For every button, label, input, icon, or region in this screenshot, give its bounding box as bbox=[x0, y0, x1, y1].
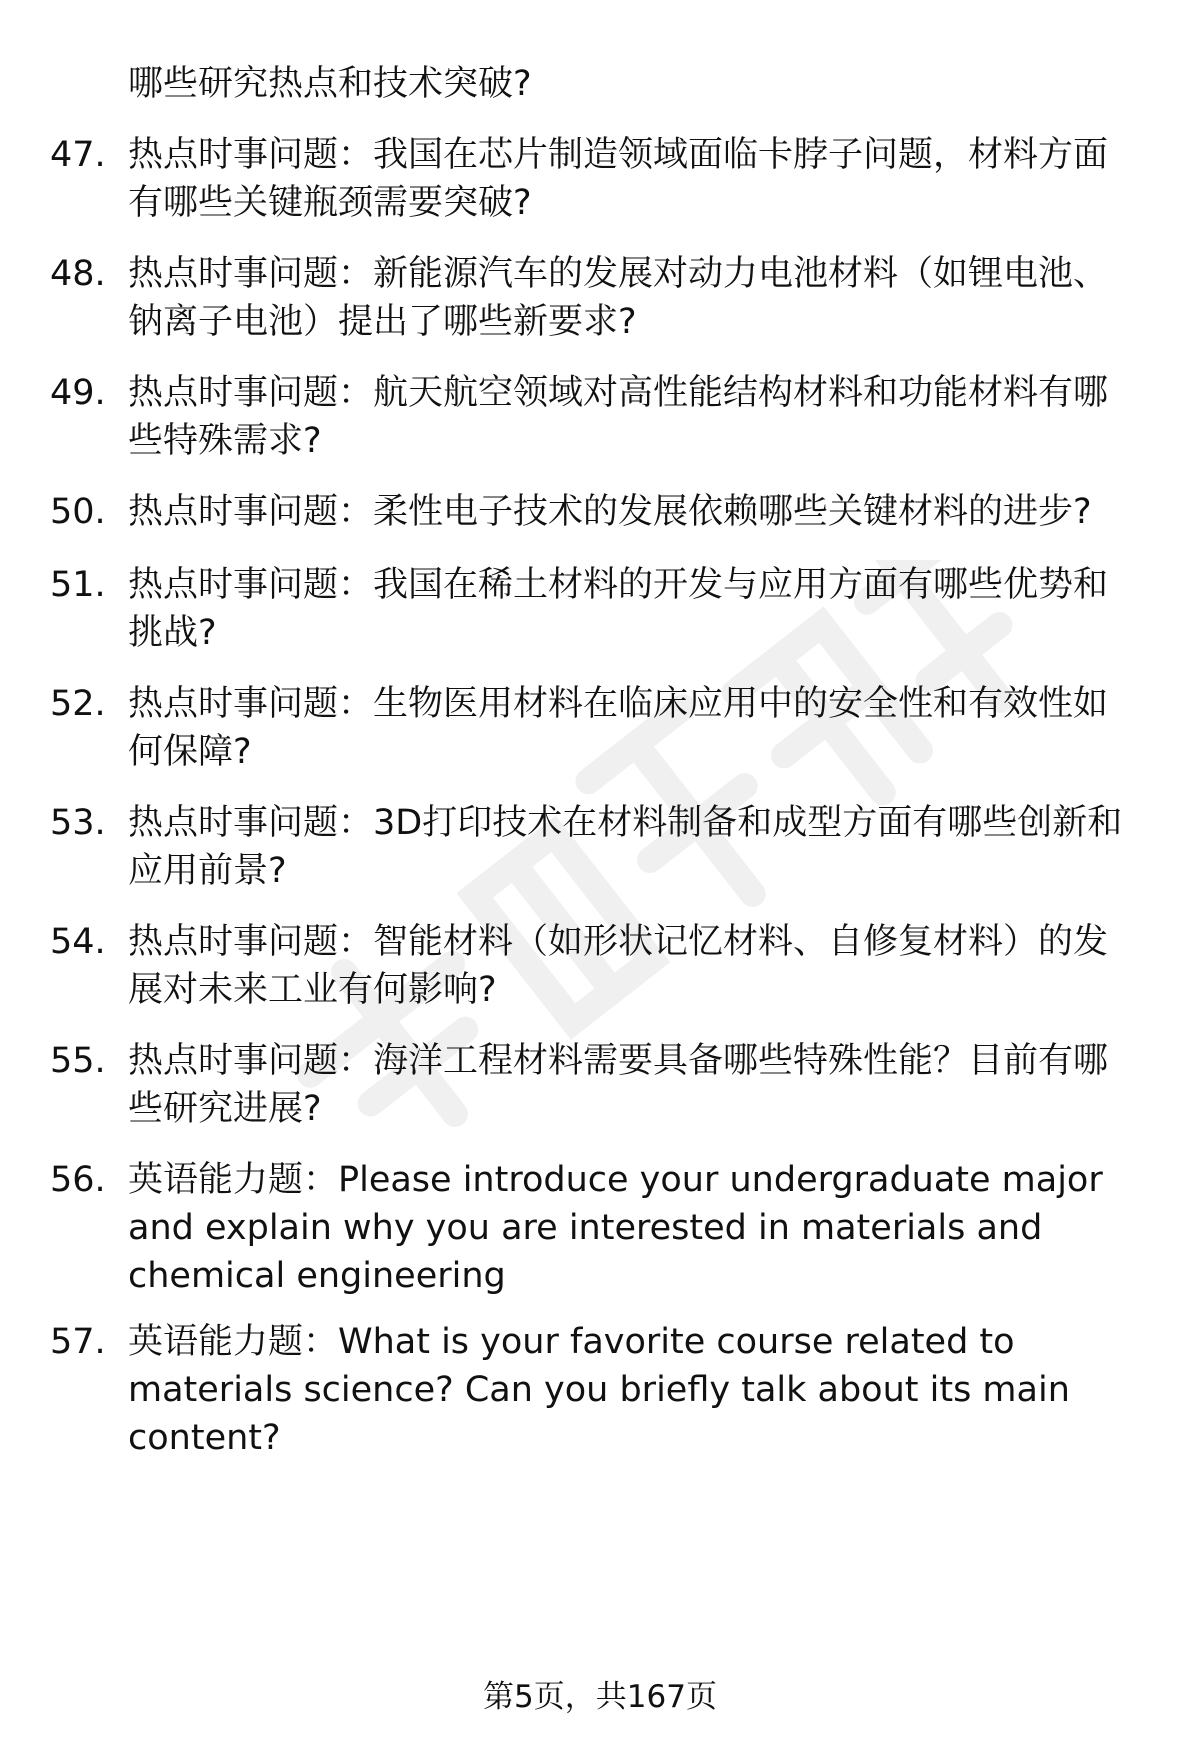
question-item bbox=[50, 799, 1150, 895]
question-text: 英语能力题：Please introduce your undergraduate major and explain why you are interested in materials and chemical engineering bbox=[128, 1160, 1103, 1296]
question-text: 热点时事问题：我国在芯片制造领域面临卡脖子问题，材料方面有哪些关键瓶颈需要突破? bbox=[128, 135, 1109, 223]
question-number: 55. bbox=[50, 1041, 106, 1081]
question-item bbox=[50, 918, 1150, 1014]
question-number: 54. bbox=[50, 922, 106, 962]
question-item bbox=[50, 131, 1150, 227]
question-text: 热点时事问题：航天航空领域对高性能结构材料和功能材料有哪些特殊需求? bbox=[128, 373, 1109, 461]
question-item bbox=[50, 1318, 1150, 1462]
question-text: 热点时事问题：柔性电子技术的发展依赖哪些关键材料的进步? bbox=[128, 492, 1092, 532]
question-text: 英语能力题：What is your favorite course related to materials science? Can you briefly talk about its main content? bbox=[128, 1322, 1070, 1458]
question-number: 48. bbox=[50, 254, 106, 294]
question-text: 热点时事问题：生物医用材料在临床应用中的安全性和有效性如何保障? bbox=[128, 684, 1109, 772]
question-number: 53. bbox=[50, 803, 106, 843]
question-number: 51. bbox=[50, 565, 106, 605]
question-number: 56. bbox=[50, 1160, 106, 1200]
question-item bbox=[50, 1156, 1150, 1300]
question-item bbox=[50, 1037, 1150, 1133]
question-46-continuation: 哪些研究热点和技术突破? bbox=[128, 64, 532, 104]
question-text: 热点时事问题：3D打印技术在材料制备和成型方面有哪些创新和应用前景? bbox=[128, 803, 1123, 891]
page-footer: 第5页，共167页 bbox=[483, 1679, 717, 1715]
question-number: 50. bbox=[50, 492, 106, 532]
question-number: 49. bbox=[50, 373, 106, 413]
question-item bbox=[50, 369, 1150, 465]
question-number: 57. bbox=[50, 1322, 106, 1362]
question-text: 热点时事问题：新能源汽车的发展对动力电池材料（如锂电池、钠离子电池）提出了哪些新要求? bbox=[128, 254, 1109, 342]
question-text: 热点时事问题：智能材料（如形状记忆材料、自修复材料）的发展对未来工业有何影响? bbox=[128, 922, 1109, 1010]
question-number: 52. bbox=[50, 684, 106, 724]
question-number: 47. bbox=[50, 135, 106, 175]
question-item bbox=[50, 488, 1150, 536]
question-text: 热点时事问题：我国在稀土材料的开发与应用方面有哪些优势和挑战? bbox=[128, 565, 1109, 653]
question-text: 热点时事问题：海洋工程材料需要具备哪些特殊性能？目前有哪些研究进展? bbox=[128, 1041, 1109, 1129]
question-item bbox=[50, 250, 1150, 346]
question-item bbox=[50, 561, 1150, 657]
question-item bbox=[50, 680, 1150, 776]
